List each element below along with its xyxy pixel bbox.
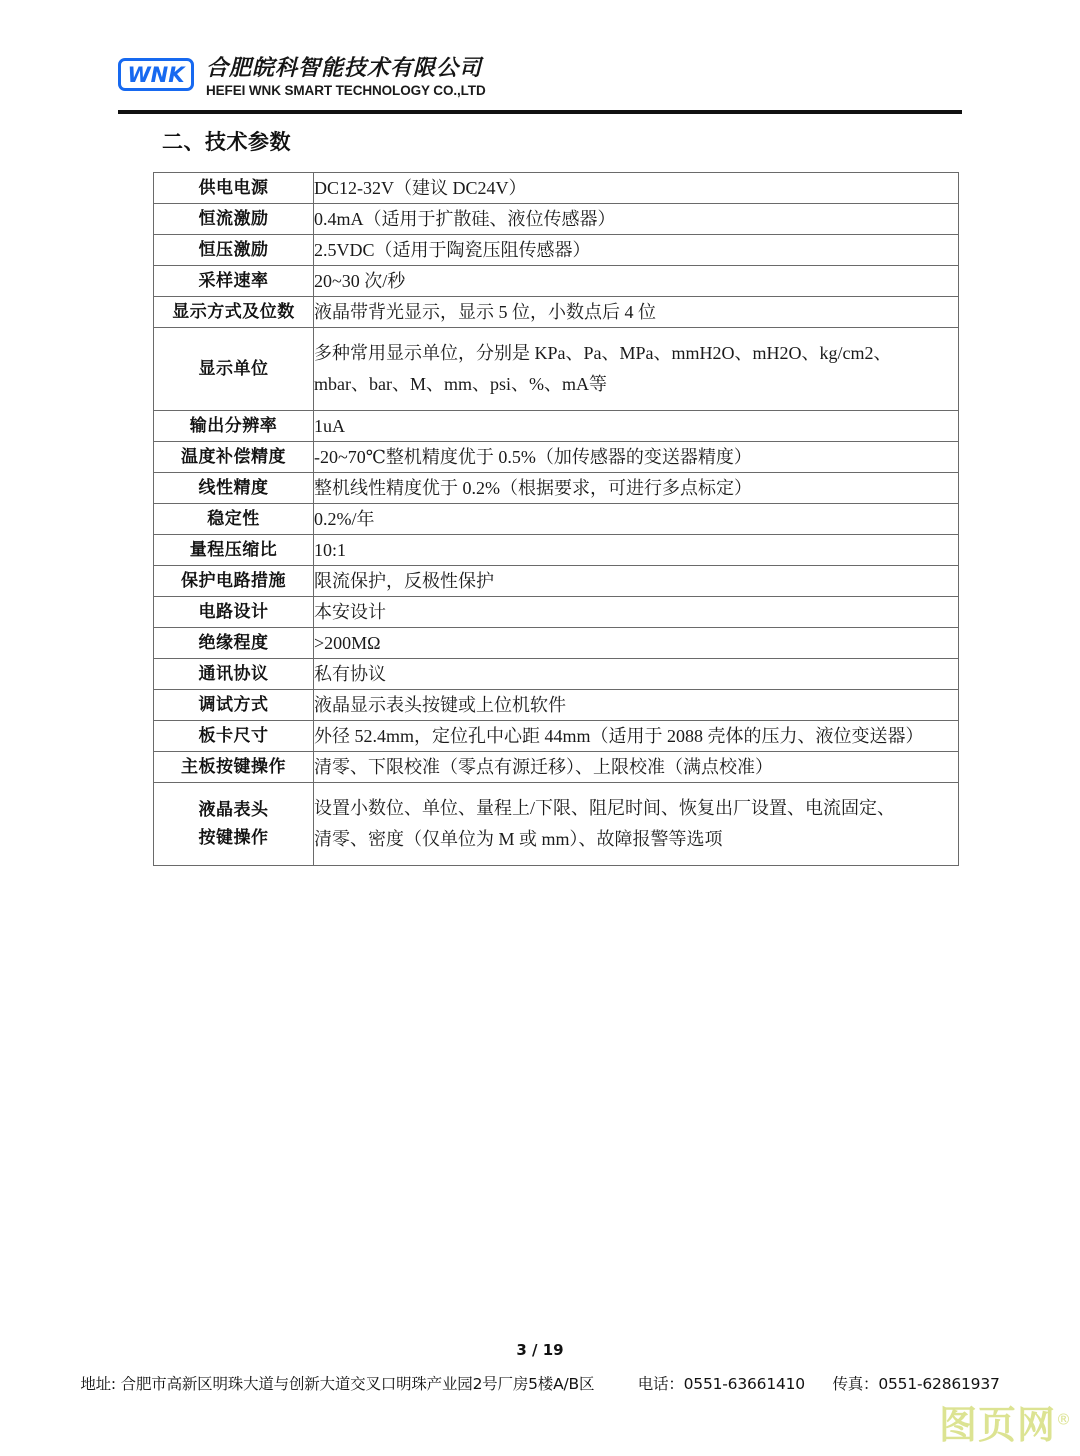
row-label: 主板按键操作: [154, 752, 314, 783]
table-row: [154, 173, 959, 204]
table-row: [154, 690, 959, 721]
table-row: [154, 659, 959, 690]
table-row: [154, 235, 959, 266]
row-value-line-2: mbar、bar、M、mm、psi、%、mA等: [314, 374, 607, 394]
row-value: 限流保护，反极性保护: [314, 566, 959, 597]
page-title: 二、技术参数: [162, 130, 291, 154]
table-row: [154, 442, 959, 473]
row-value: 0.4mA（适用于扩散硅、液位传感器）: [314, 204, 959, 235]
row-label: [154, 783, 314, 866]
row-label: 采样速率: [154, 266, 314, 297]
footer-phone: 电话：0551-63661410: [637, 1375, 805, 1393]
header-divider: [118, 110, 962, 114]
wnk-logo-icon: [118, 58, 194, 91]
row-label: 保护电路措施: [154, 566, 314, 597]
row-value: 20~30 次/秒: [314, 266, 959, 297]
table-row: [154, 721, 959, 752]
footer-address: 地址: 合肥市高新区明珠大道与创新大道交叉口明珠产业园2号厂房5楼A/B区: [80, 1375, 595, 1393]
row-value: >200MΩ: [314, 628, 959, 659]
row-label: 调试方式: [154, 690, 314, 721]
row-label: 输出分辨率: [154, 411, 314, 442]
row-value-line-2: 清零、密度（仅单位为 M 或 mm）、故障报警等选项: [314, 829, 723, 849]
table-row: [154, 204, 959, 235]
watermark: [938, 1403, 1072, 1447]
table-row: [154, 535, 959, 566]
row-value: [314, 783, 959, 866]
watermark-text: 图页网: [938, 1403, 1056, 1447]
technical-parameters-table: [153, 172, 959, 866]
row-value: 私有协议: [314, 659, 959, 690]
row-label: 绝缘程度: [154, 628, 314, 659]
row-value: 外径 52.4mm，定位孔中心距 44mm（适用于 2088 壳体的压力、液位变送器）: [314, 721, 959, 752]
row-value: 液晶带背光显示，显示 5 位，小数点后 4 位: [314, 297, 959, 328]
row-value: 0.2%/年: [314, 504, 959, 535]
watermark-registered-mark: ®: [1056, 1410, 1072, 1429]
table-row: [154, 266, 959, 297]
row-value: 本安设计: [314, 597, 959, 628]
table-row: [154, 783, 959, 866]
row-label: 稳定性: [154, 504, 314, 535]
row-value: 液晶显示表头按键或上位机软件: [314, 690, 959, 721]
table-row: [154, 504, 959, 535]
row-label: 供电电源: [154, 173, 314, 204]
company-name-en: HEFEI WNK SMART TECHNOLOGY CO.,LTD: [206, 83, 486, 98]
row-value-line-1: 设置小数位、单位、量程上/下限、阻尼时间、恢复出厂设置、电流固定、: [314, 798, 895, 818]
row-label: 显示单位: [154, 328, 314, 411]
row-label: 量程压缩比: [154, 535, 314, 566]
row-label: 通讯协议: [154, 659, 314, 690]
row-label: 恒压激励: [154, 235, 314, 266]
table-row: [154, 752, 959, 783]
footer-fax: 传真：0551-62861937: [832, 1375, 1000, 1393]
page-number: 3 / 19: [516, 1341, 564, 1359]
table-row: [154, 297, 959, 328]
row-label-line-1: 液晶表头: [198, 800, 269, 820]
row-label: 恒流激励: [154, 204, 314, 235]
footer-contact: [0, 1372, 1080, 1394]
row-value: 1uA: [314, 411, 959, 442]
row-label: 显示方式及位数: [154, 297, 314, 328]
table-row: [154, 566, 959, 597]
row-value: 清零、下限校准（零点有源迁移）、上限校准（满点校准）: [314, 752, 959, 783]
row-label: 电路设计: [154, 597, 314, 628]
row-value-line-1: 多种常用显示单位，分别是 KPa、Pa、MPa、mmH2O、mH2O、kg/cm2、: [314, 343, 892, 363]
row-label: 线性精度: [154, 473, 314, 504]
row-value: 10:1: [314, 535, 959, 566]
table-row: [154, 328, 959, 411]
row-value: 2.5VDC（适用于陶瓷压阻传感器）: [314, 235, 959, 266]
row-value: 整机线性精度优于 0.2%（根据要求，可进行多点标定）: [314, 473, 959, 504]
row-value: -20~70℃整机精度优于 0.5%（加传感器的变送器精度）: [314, 442, 959, 473]
row-value: [314, 328, 959, 411]
table-row: [154, 411, 959, 442]
row-value: DC12-32V（建议 DC24V）: [314, 173, 959, 204]
table-row: [154, 473, 959, 504]
row-label-line-2: 按键操作: [198, 828, 269, 848]
table-row: [154, 628, 959, 659]
row-label: 温度补偿精度: [154, 442, 314, 473]
page-header: [118, 56, 962, 112]
svg-text:WNK: WNK: [127, 62, 185, 87]
table-row: [154, 597, 959, 628]
row-label: 板卡尺寸: [154, 721, 314, 752]
company-name-cn: 合肥皖科智能技术有限公司: [206, 56, 483, 81]
